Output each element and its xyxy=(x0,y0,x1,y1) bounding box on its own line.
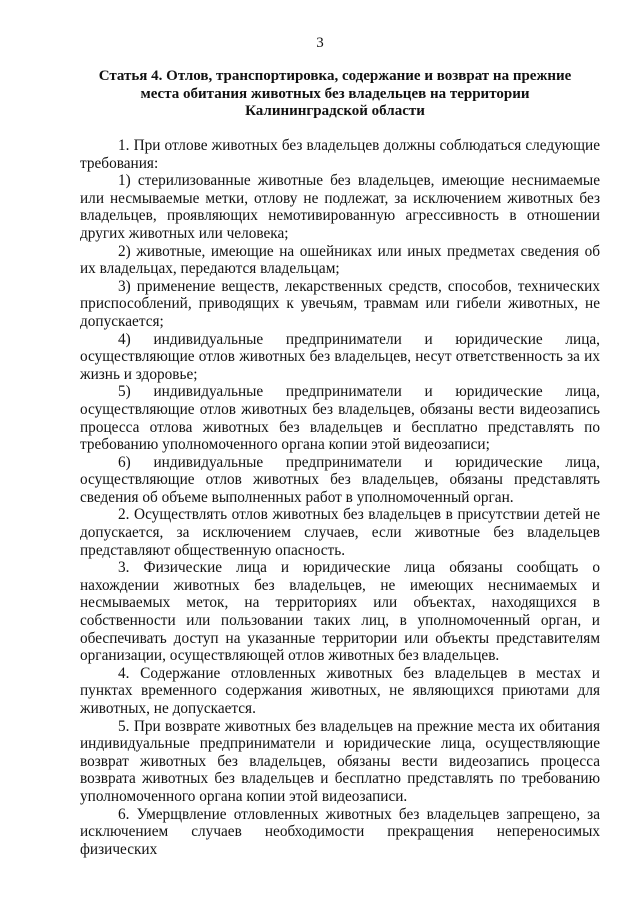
paragraph-1-item-5: 5) индивидуальные предприниматели и юридические лица, осуществляющие отлов животных без владельцев, обязаны вести видеозапись процесса отлова животных без владельцев и бесплатно представлять по требованию уполномоченного органа копии этой видеозаписи; xyxy=(80,383,600,454)
paragraph-1: 1. При отлове животных без владельцев должны соблюдаться следующие требования: xyxy=(80,137,600,172)
article-body xyxy=(80,137,600,858)
paragraph-1-item-1: 1) стерилизованные животные без владельцев, имеющие неснимаемые или несмываемые метки, отлову не подлежат, за исключением животных без владельцев, проявляющих немотивированную агрессивность в отношении других животных или человека; xyxy=(80,172,600,242)
paragraph-3: 3. Физические лица и юридические лица обязаны сообщать о нахождении животных без владельцев, не имеющих неснимаемых и несмываемых меток, на территориях или объектах, находящихся в собственности или пользовании таких лиц, в уполномоченный орган, и обеспечивать доступ на указанные территории или объекты представителям организации, осуществляющей отлов животных без владельцев. xyxy=(80,559,600,665)
paragraph-1-item-3: 3) применение веществ, лекарственных средств, способов, технических приспособлений, приводящих к увечьям, травмам или гибели животных, не допускается; xyxy=(80,277,600,330)
paragraph-2: 2. Осуществлять отлов животных без владельцев в присутствии детей не допускается, за исключением случаев, если животные без владельцев представляют общественную опасность. xyxy=(80,506,600,559)
page-number: 3 xyxy=(316,35,324,51)
paragraph-6: 6. Умерщвление отловленных животных без владельцев запрещено, за исключением случаев необходимости прекращения непереносимых физических xyxy=(80,805,600,858)
paragraph-4: 4. Содержание отловленных животных без владельцев в местах и пунктах временного содержания животных, не являющихся приютами для животных, не допускается. xyxy=(80,664,600,717)
paragraph-5: 5. При возврате животных без владельцев на прежние места их обитания индивидуальные предприниматели и юридические лица, осуществляющие возврат животных без владельцев, обязаны вести видеозапись процесса возврата животных без владельцев и бесплатно представлять по требованию уполномоченного органа копии этой видеозаписи. xyxy=(80,717,600,805)
paragraph-1-item-4: 4) индивидуальные предприниматели и юридические лица, осуществляющие отлов животных без владельцев, несут ответственность за их жизнь и здоровье; xyxy=(80,330,600,383)
article-title: Статья 4. Отлов, транспортировка, содержание и возврат на прежние места обитания животных без владельцев на территории Калининградской области xyxy=(98,68,572,119)
paragraph-1-item-2: 2) животные, имеющие на ошейниках или иных предметах сведения об их владельцах, передаются владельцам; xyxy=(80,242,600,278)
paragraph-1-item-6: 6) индивидуальные предприниматели и юридические лица, осуществляющие отлов животных без владельцев, обязаны представлять сведения об объеме выполненных работ в уполномоченный орган. xyxy=(80,453,600,506)
